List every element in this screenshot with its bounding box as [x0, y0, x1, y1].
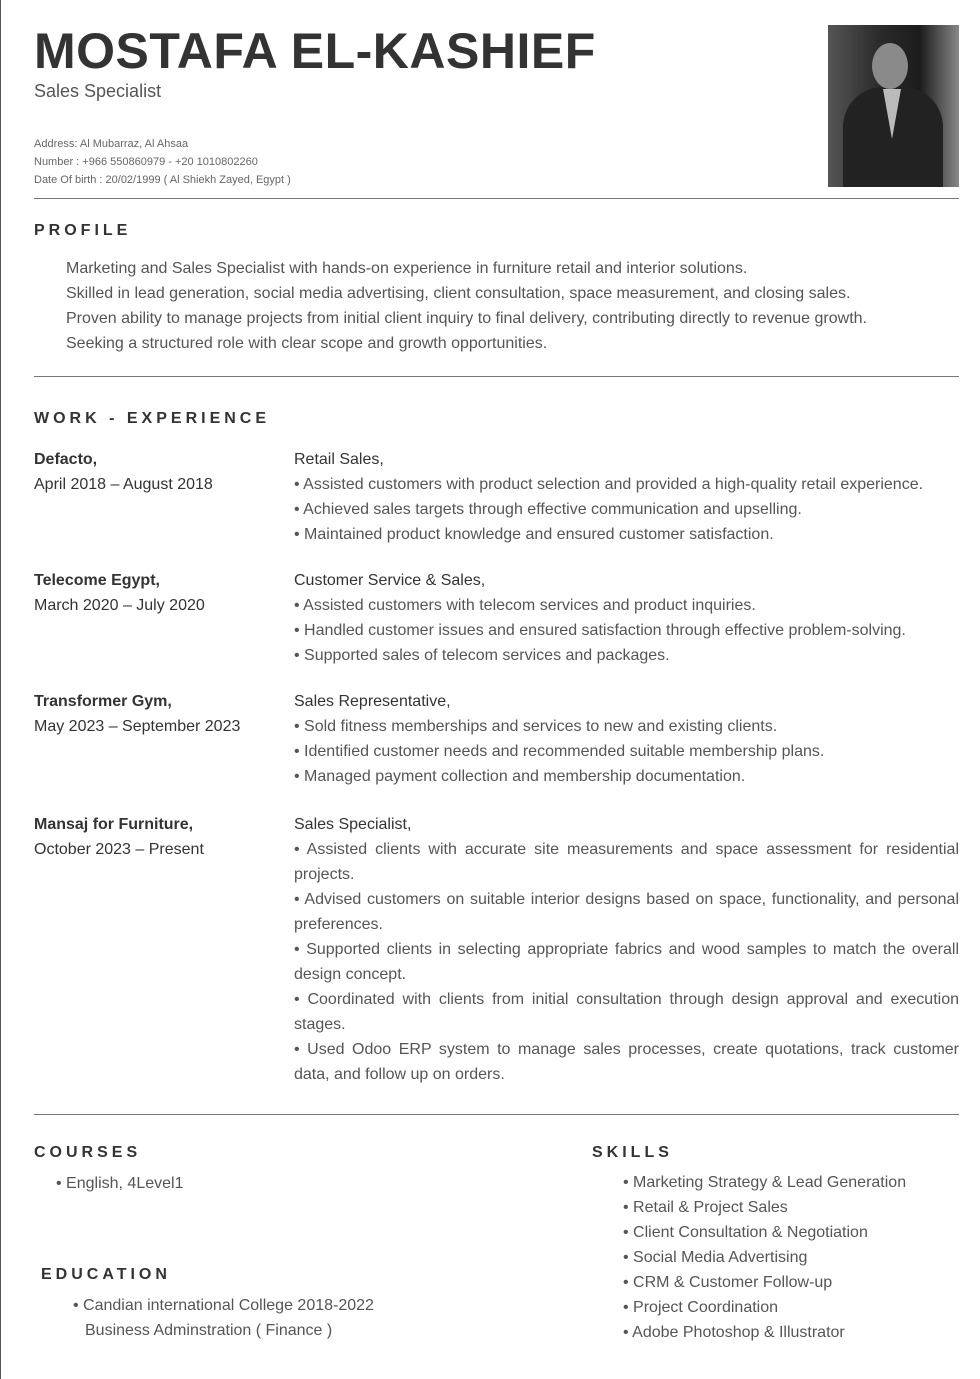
skill-item: • Social Media Advertising [623, 1249, 808, 1266]
bullet: • Maintained product knowledge and ensured customer satisfaction. [294, 526, 774, 543]
bullet: • Assisted customers with product selection and provided a high-quality retail experience. [294, 476, 924, 493]
profile-line: Proven ability to manage projects from initial client inquiry to final delivery, contributing directly to revenue growth. [66, 310, 867, 327]
bullet: • Handled customer issues and ensured satisfaction through effective problem-solving. [294, 622, 906, 639]
skill-item: • Adobe Photoshop & Illustrator [623, 1324, 845, 1341]
company: Defacto, [34, 451, 98, 468]
courses-list [56, 1171, 183, 1196]
education-degree: Business Adminstration ( Finance ) [85, 1322, 333, 1339]
profile-line: Seeking a structured role with clear scope and growth opportunities. [66, 335, 548, 352]
bullet: • Advised customers on suitable interior designs based on space, functionality, and personal preferences. [294, 891, 959, 933]
dates: May 2023 – September 2023 [34, 718, 241, 735]
skill-item: • CRM & Customer Follow-up [623, 1274, 833, 1291]
bullet: • Supported clients in selecting appropriate fabrics and wood samples to match the overall design concept. [294, 941, 959, 983]
divider [34, 1114, 959, 1115]
skill-item: • Marketing Strategy & Lead Generation [623, 1174, 907, 1191]
bullet: • Supported sales of telecom services and packages. [294, 647, 670, 664]
job-entry [34, 689, 959, 789]
bullet: • Used Odoo ERP system to manage sales processes, create quotations, track customer data, and follow up on orders. [294, 1041, 959, 1083]
courses-heading: COURSES [34, 1144, 142, 1161]
job-entry [34, 568, 959, 668]
skill-text: CRM & Customer Follow-up [633, 1274, 833, 1291]
bullet: • Coordinated with clients from initial consultation through design approval and execution stages. [294, 991, 959, 1033]
course-text: English, 4Level1 [66, 1175, 184, 1192]
divider [34, 376, 959, 377]
skill-text: Adobe Photoshop & Illustrator [632, 1324, 845, 1341]
role: Sales Specialist, [294, 816, 412, 833]
skill-text: Retail & Project Sales [633, 1199, 788, 1216]
job-entry [34, 812, 959, 1087]
company: Transformer Gym, [34, 693, 172, 710]
profile-heading: PROFILE [34, 222, 132, 239]
company: Telecome Egypt, [34, 572, 160, 589]
job-title: Sales Specialist [34, 81, 162, 101]
profile-photo [828, 25, 959, 187]
skills-heading: SKILLS [592, 1144, 673, 1161]
dates: March 2020 – July 2020 [34, 597, 205, 614]
profile-summary [66, 256, 867, 356]
role: Customer Service & Sales, [294, 572, 486, 589]
skill-item: • Client Consultation & Negotiation [623, 1224, 868, 1241]
date-of-birth: Date Of birth : 20/02/1999 ( Al Shiekh Zayed, Egypt ) [34, 174, 291, 186]
bullet: • Assisted customers with telecom services and product inquiries. [294, 597, 756, 614]
candidate-name: MOSTAFA EL-KASHIEF [34, 23, 596, 79]
skill-text: Project Coordination [633, 1299, 779, 1316]
bullet: • Assisted clients with accurate site measurements and space assessment for residential projects. [294, 841, 959, 883]
bullet: • Identified customer needs and recommended suitable membership plans. [294, 743, 825, 760]
skill-item: • Project Coordination [623, 1299, 779, 1316]
skill-text: Client Consultation & Negotiation [633, 1224, 868, 1241]
role: Sales Representative, [294, 693, 451, 710]
bullet: • Sold fitness memberships and services to new and existing clients. [294, 718, 778, 735]
skill-text: Marketing Strategy & Lead Generation [633, 1174, 907, 1191]
skill-text: Social Media Advertising [633, 1249, 808, 1266]
profile-line: Skilled in lead generation, social media advertising, client consultation, space measurement, and closing sales. [66, 285, 851, 302]
job-entry [34, 447, 959, 547]
dates: October 2023 – Present [34, 841, 204, 858]
bullet: • Achieved sales targets through effective communication and upselling. [294, 501, 802, 518]
company: Mansaj for Furniture, [34, 816, 194, 833]
skill-item: • Retail & Project Sales [623, 1199, 788, 1216]
bullet: • Managed payment collection and membership documentation. [294, 768, 746, 785]
course-item: • English, 4Level1 [56, 1175, 184, 1192]
skills-list [623, 1170, 906, 1345]
work-experience-heading: WORK - EXPERIENCE [34, 410, 271, 427]
profile-line: Marketing and Sales Specialist with hands-on experience in furniture retail and interior solutions. [66, 260, 748, 277]
education-school: Candian international College 2018-2022 [83, 1297, 374, 1314]
dates: April 2018 – August 2018 [34, 476, 213, 493]
education-entry: • Candian international College 2018-2022 Business Adminstration ( Finance ) [73, 1293, 374, 1343]
phone-number: Number : +966 550860979 - +20 1010802260 [34, 156, 258, 168]
address: Address: Al Mubarraz, Al Ahsaa [34, 138, 189, 150]
divider [34, 198, 959, 199]
role: Retail Sales, [294, 451, 384, 468]
education-heading: EDUCATION [41, 1266, 171, 1283]
